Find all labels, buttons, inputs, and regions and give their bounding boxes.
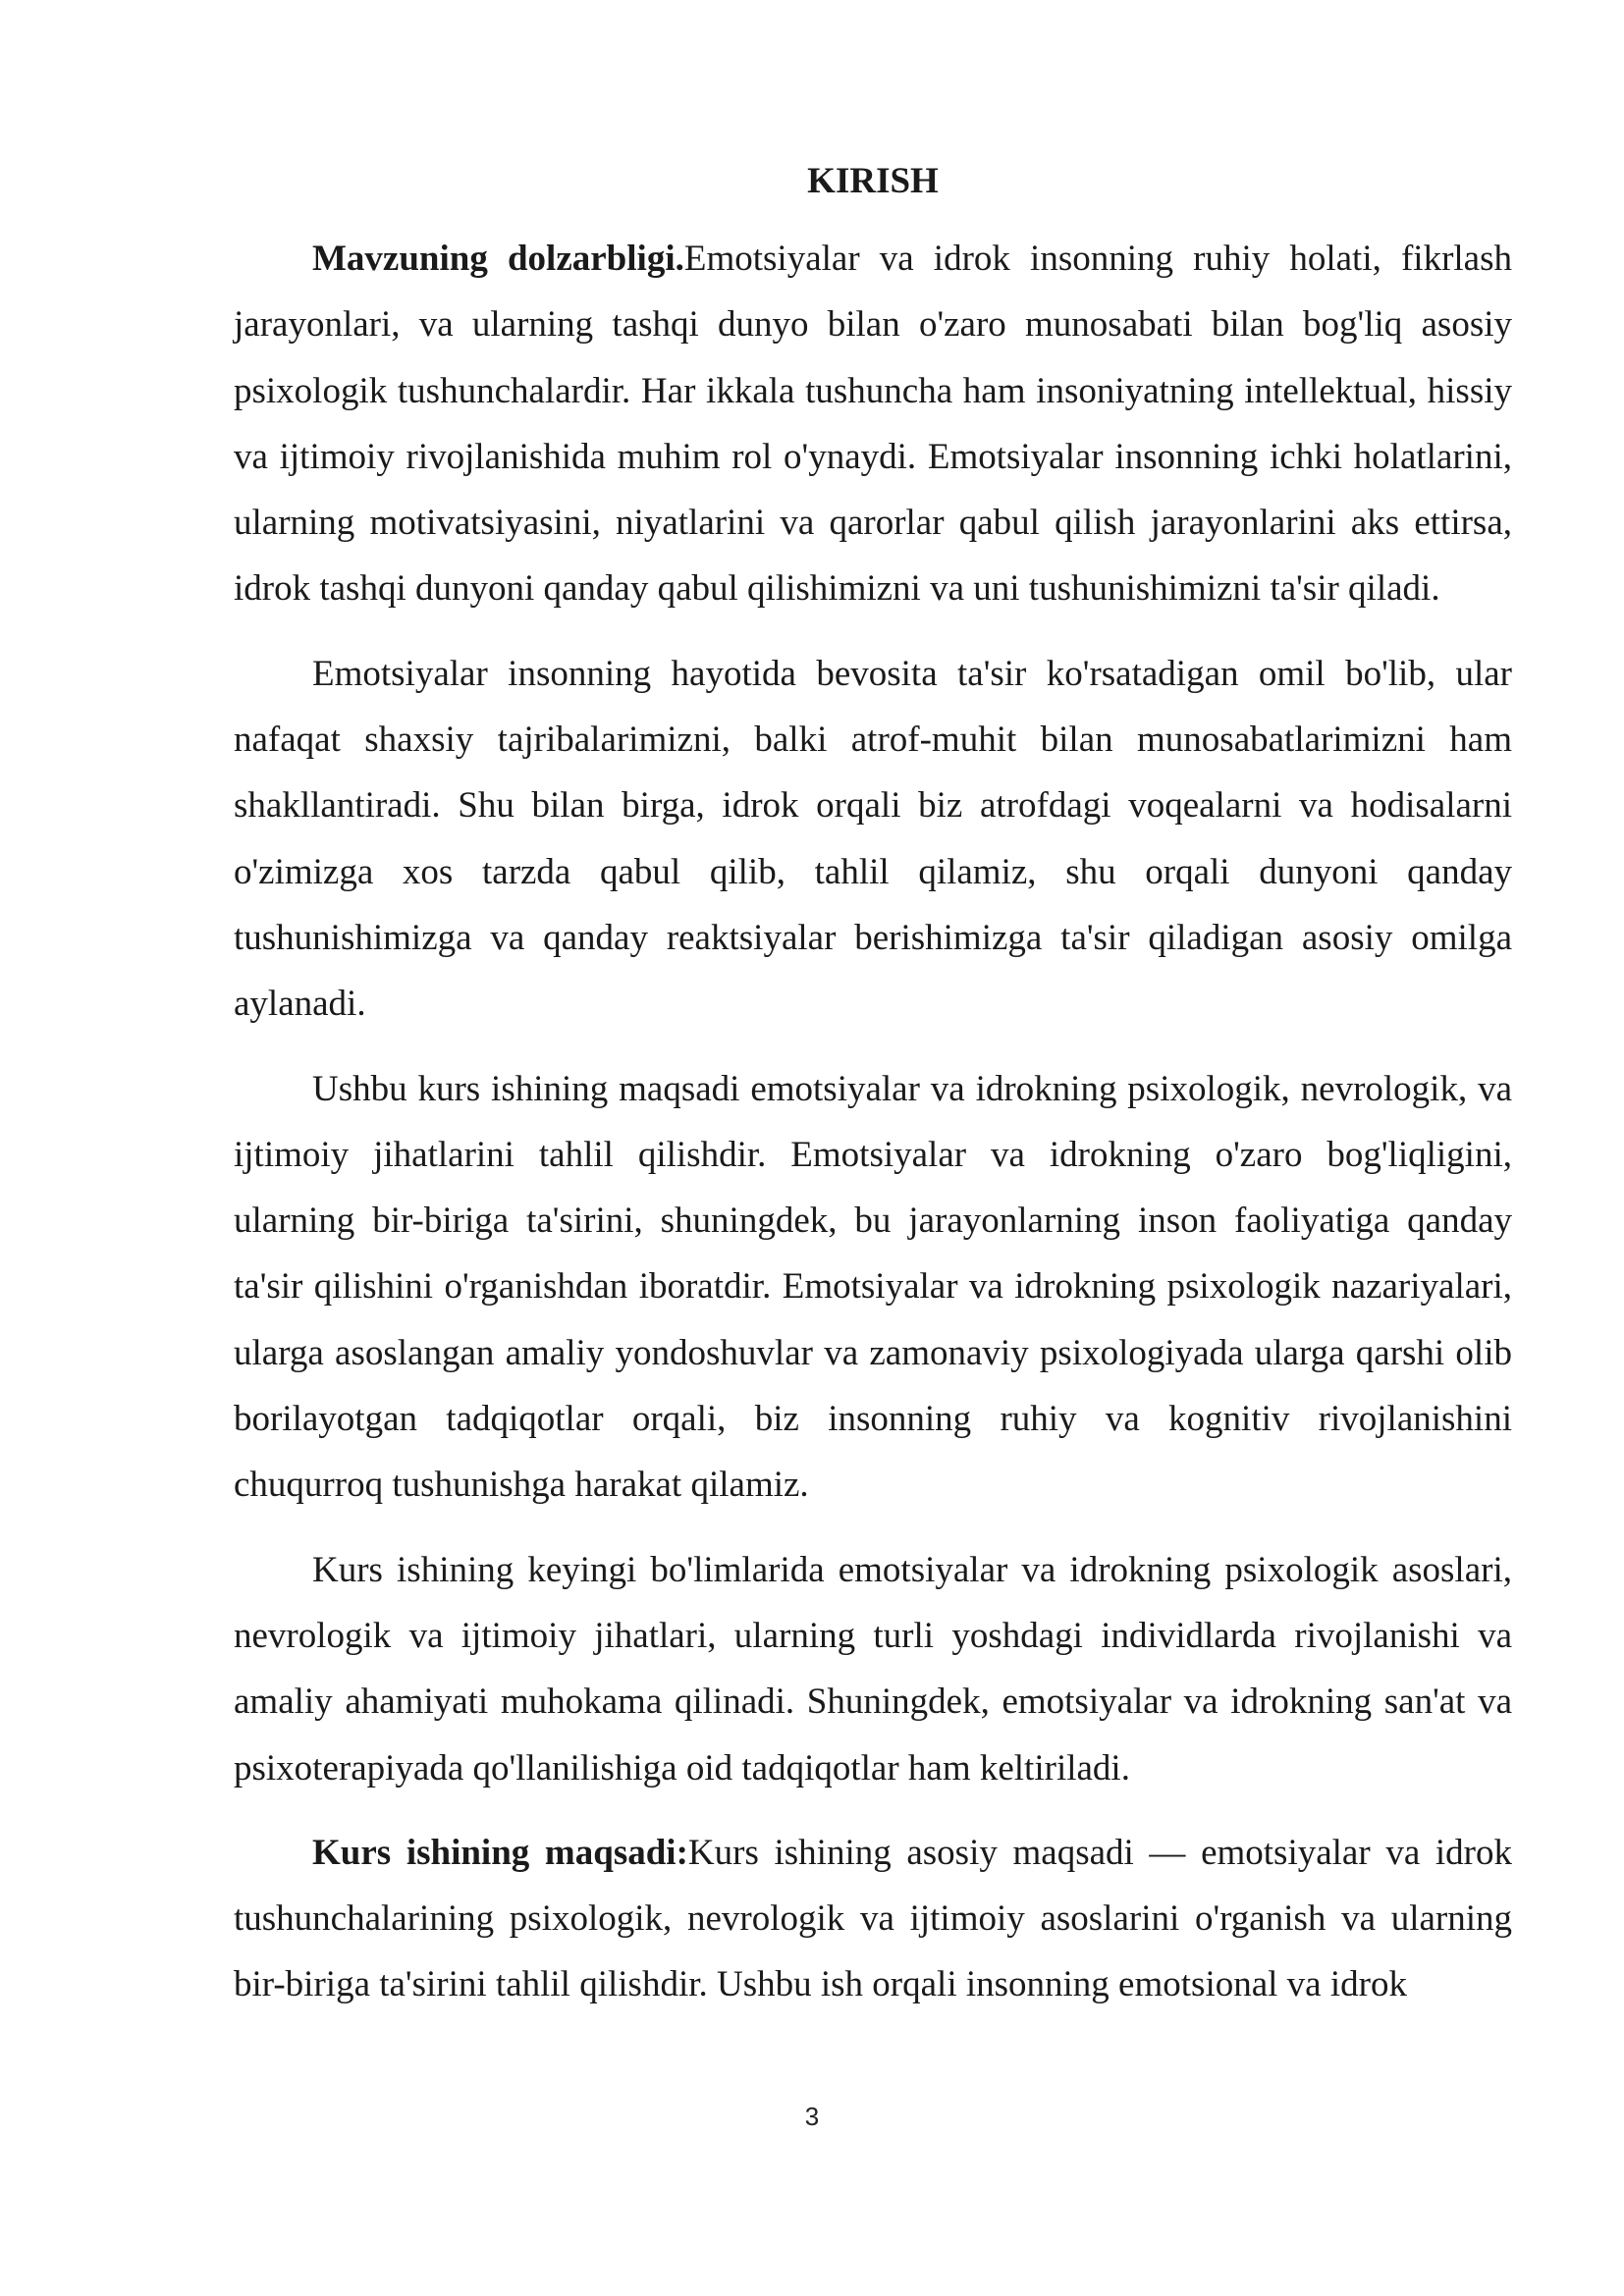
section-heading: KIRISH [807, 161, 939, 201]
paragraph-text: Kurs ishining asosiy maqsadi — emotsiyalar va idrok tushunchalarining psixologik, nevrologik va ijtimoiy asoslarini o'rganish va ularning bir-biriga ta'sirini tahlil qilishdir. Ushbu ish orqali insonning emotsional va idrok [234, 1832, 1512, 2005]
page-number: 3 [804, 2102, 820, 2131]
page-content [234, 149, 1512, 2037]
paragraph-text: Kurs ishining keyingi bo'limlarida emotsiyalar va idrokning psixologik asoslari, nevrologik va ijtimoiy jihatlari, ularning turli yoshdagi individlarda rivojlanishi va amaliy ahamiyati muhokama qilinadi. Shuningdek, emotsiyalar va idrokning san'at va psixoterapiyada qo'llanilishiga oid tadqiqotlar ham keltiriladi. [234, 1549, 1512, 1789]
paragraph-text: Emotsiyalar va idrok insonning ruhiy holati, fikrlash jarayonlari, va ularning tashqi dunyo bilan o'zaro munosabati bilan bog'liq asosiy psixologik tushunchalardir. Har ikkala tushuncha ham insoniyatning intellektual, hissiy va ijtimoiy rivojlanishida muhim rol o'ynaydi. Emotsiyalar insonning ichki holatlarini, ularning motivatsiyasini, niyatlarini va qarorlar qabul qilish jarayonlarini aks ettirsa, idrok tashqi dunyoni qanday qabul qilishimizni va uni tushunishimizni ta'sir qiladi. [234, 239, 1512, 610]
paragraph-emotions [234, 641, 1512, 1038]
paragraph-relevance [234, 226, 1512, 622]
paragraph-text: Emotsiyalar insonning hayotida bevosita ta'sir ko'rsatadigan omil bo'lib, ular nafaqat shaxsiy tajribalarimizni, balki atrof-muhit bilan munosabatlarimizni ham shakllantiradi. Shu bilan birga, idrok orqali biz atrofdagi voqealarni va hodisalarni o'zimizga xos tarzda qabul qilib, tahlil qilamiz, shu orqali dunyoni qanday tushunishimizga va qanday reaktsiyalar berishimizga ta'sir qiladigan asosiy omilga aylanadi. [234, 653, 1512, 1025]
paragraph-goal [234, 1056, 1512, 1519]
paragraph-lead: Mavzuning dolzarbligi. [312, 239, 684, 279]
paragraph-lead: Kurs ishining maqsadi: [312, 1832, 688, 1873]
paragraph-objective [234, 1820, 1512, 2018]
paragraph-sections [234, 1537, 1512, 1801]
paragraph-text: Ushbu kurs ishining maqsadi emotsiyalar va idrokning psixologik, nevrologik, va ijtimoiy jihatlarini tahlil qilishdir. Emotsiyalar va idrokning o'zaro bog'liqligini, ularning bir-biriga ta'sirini, shuningdek, bu jarayonlarning inson faoliyatiga qanday ta'sir qilishini o'rganishdan iboratdir. Emotsiyalar va idrokning psixologik nazariyalari, ularga asoslangan amaliy yondoshuvlar va zamonaviy psixologiyada ularga qarshi olib borilayotgan tadqiqotlar orqali, biz insonning ruhiy va kognitiv rivojlanishini chuqurroq tushunishga harakat qilamiz. [234, 1068, 1512, 1506]
